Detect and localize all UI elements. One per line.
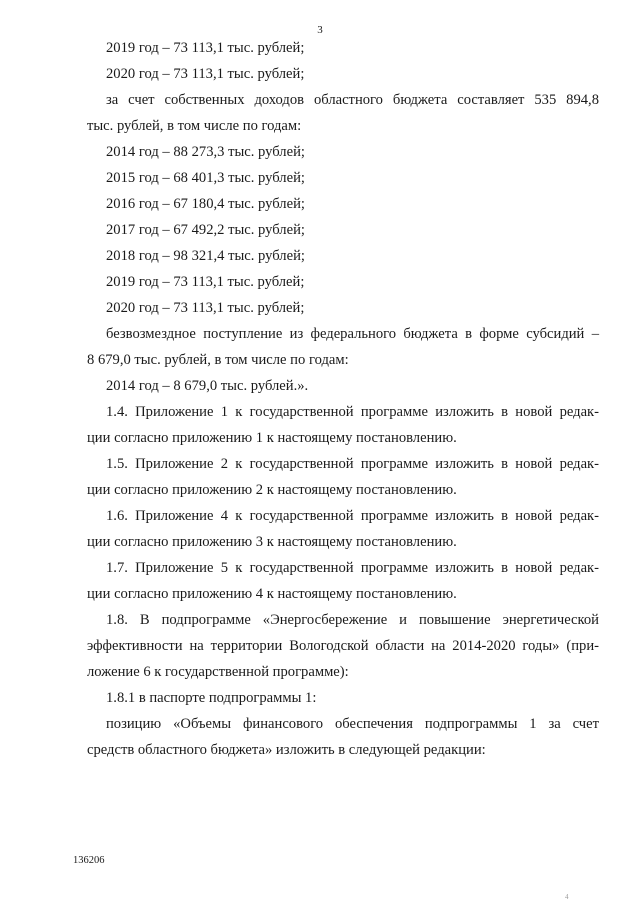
text-line: 1.8.1 в паспорте подпрограммы 1: — [106, 690, 317, 706]
text-line: тыс. рублей, в том числе по годам: — [87, 118, 302, 134]
text-line: 2019 год – 73 113,1 тыс. рублей; — [106, 274, 305, 290]
text-line: эффективности на территории Вологодской области на 2014-2020 годы» (при- — [87, 638, 599, 654]
text-line: ции согласно приложению 1 к настоящему постановлению. — [87, 430, 457, 446]
text-line: ции согласно приложению 4 к настоящему постановлению. — [87, 586, 457, 602]
text-line: ложение 6 к государственной программе): — [87, 664, 349, 680]
text-line: 2015 год – 68 401,3 тыс. рублей; — [106, 170, 305, 186]
text-line: ции согласно приложению 2 к настоящему постановлению. — [87, 482, 457, 498]
text-line: 2019 год – 73 113,1 тыс. рублей; — [106, 40, 305, 56]
text-line: 8 679,0 тыс. рублей, в том числе по годам: — [87, 352, 349, 368]
text-line: 2014 год – 88 273,3 тыс. рублей; — [106, 144, 305, 160]
text-line: 1.7. Приложение 5 к государственной программе изложить в новой редак- — [106, 560, 599, 576]
text-line: за счет собственных доходов областного бюджета составляет 535 894,8 — [106, 92, 599, 108]
text-line: 2018 год – 98 321,4 тыс. рублей; — [106, 248, 305, 264]
page-number: 3 — [317, 24, 323, 36]
corner-mark: 4 — [565, 893, 569, 901]
text-line: безвозмездное поступление из федерального бюджета в форме субсидий – — [106, 326, 599, 342]
text-line: 2020 год – 73 113,1 тыс. рублей; — [106, 66, 305, 82]
text-line: позицию «Объемы финансового обеспечения подпрограммы 1 за счет — [106, 716, 599, 732]
text-line: 1.8. В подпрограмме «Энергосбережение и повышение энергетической — [106, 612, 599, 628]
text-line: 1.4. Приложение 1 к государственной программе изложить в новой редак- — [106, 404, 599, 420]
text-line: 2016 год – 67 180,4 тыс. рублей; — [106, 196, 305, 212]
text-line: средств областного бюджета» изложить в следующей редакции: — [87, 742, 486, 758]
text-line: 2020 год – 73 113,1 тыс. рублей; — [106, 300, 305, 316]
text-line: ции согласно приложению 3 к настоящему постановлению. — [87, 534, 457, 550]
text-line: 2014 год – 8 679,0 тыс. рублей.». — [106, 378, 309, 394]
text-line: 1.6. Приложение 4 к государственной программе изложить в новой редак- — [106, 508, 599, 524]
document-body — [87, 35, 599, 763]
text-line: 2017 год – 67 492,2 тыс. рублей; — [106, 222, 305, 238]
text-line: 1.5. Приложение 2 к государственной программе изложить в новой редак- — [106, 456, 599, 472]
document-code: 136206 — [73, 855, 105, 866]
